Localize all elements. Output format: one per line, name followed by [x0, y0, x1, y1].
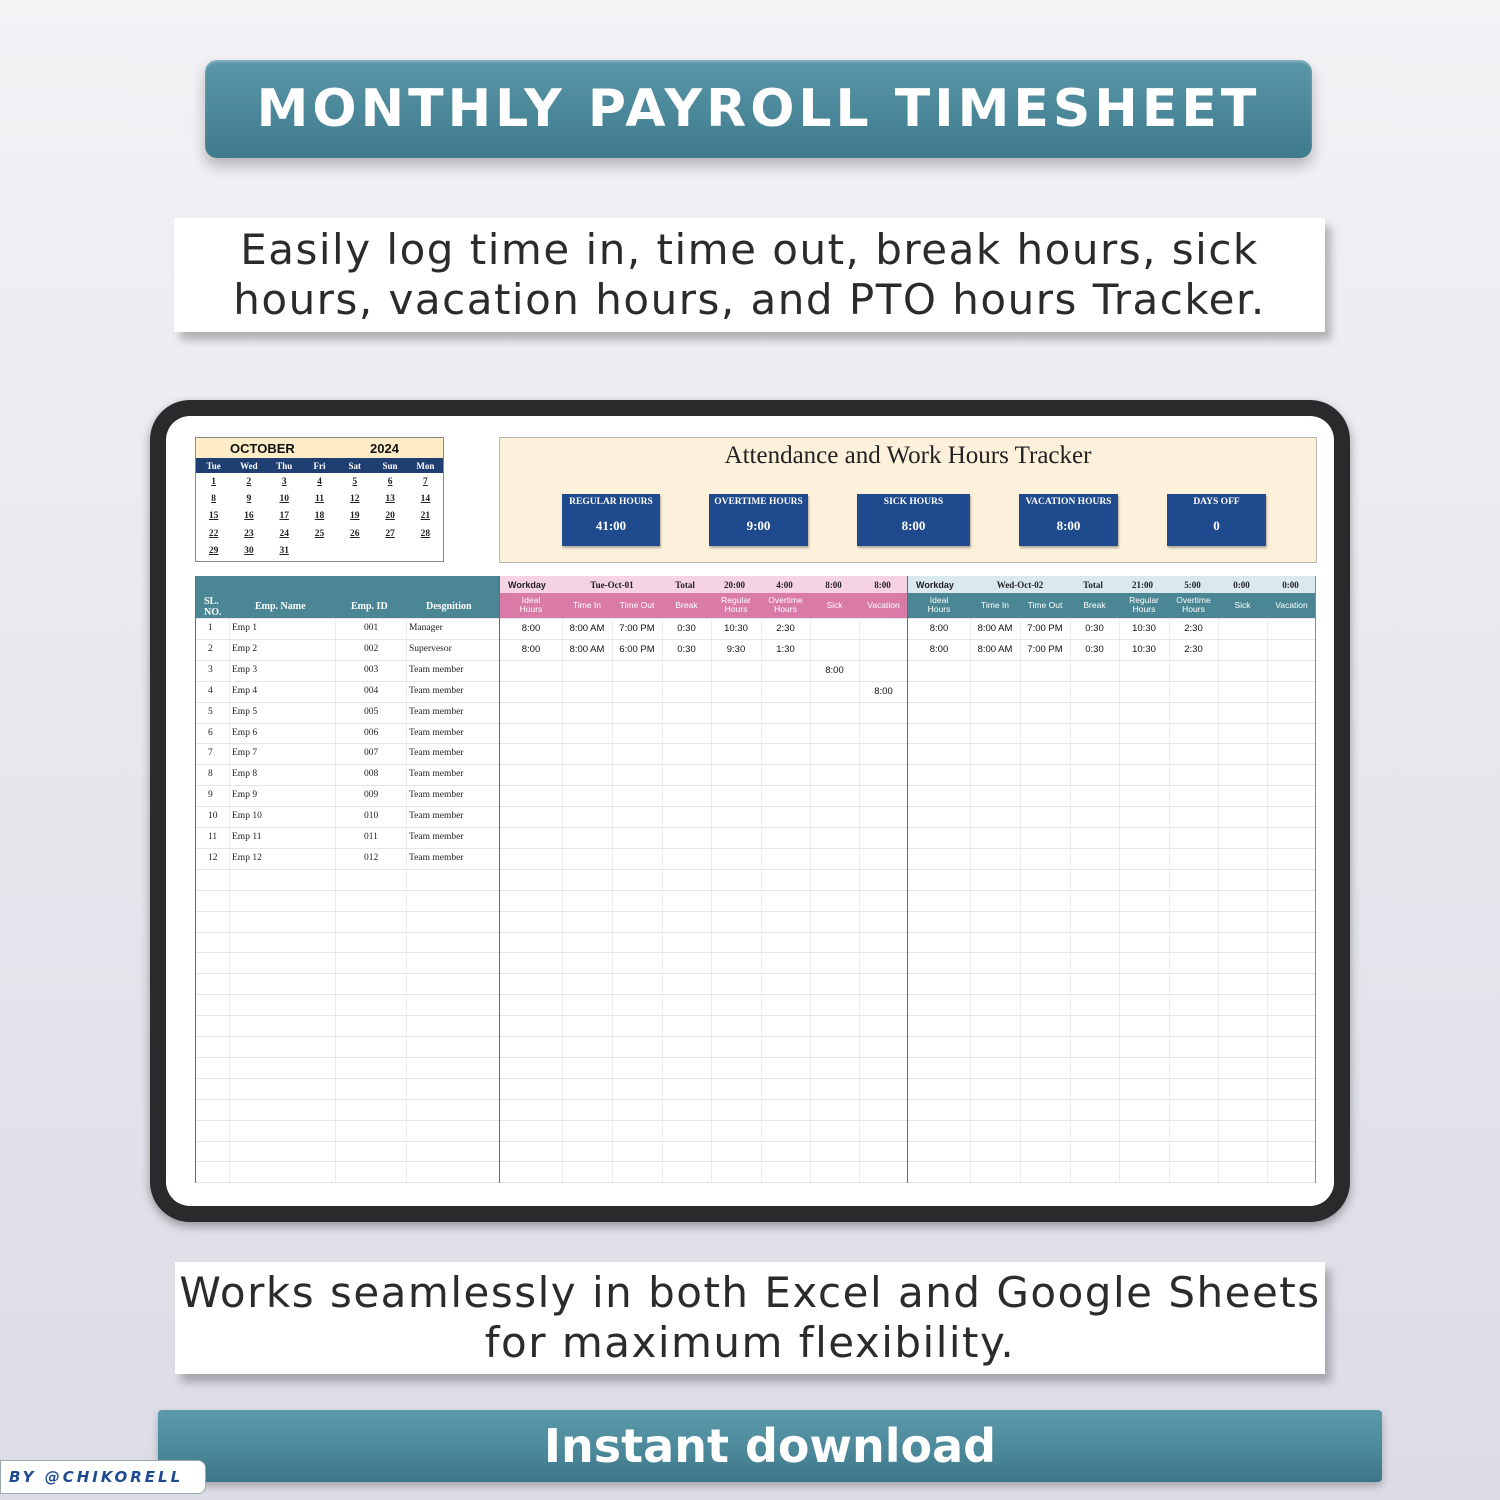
employee-id: 002: [364, 643, 379, 654]
column-header: [612, 601, 662, 610]
time-cell[interactable]: 7:00 PM: [1027, 643, 1063, 655]
header-emp-id: Emp. ID: [351, 601, 388, 612]
author-credit: BY @CHIKORELL: [0, 1460, 206, 1494]
employee-name: Emp 1: [232, 623, 258, 633]
stat-value: 41:00: [595, 518, 627, 533]
stat-sick-hours: [857, 494, 970, 546]
calendar-date[interactable]: 18: [314, 511, 325, 522]
employee-id: 001: [364, 623, 379, 633]
time-cell[interactable]: 2:30: [1184, 623, 1203, 634]
employee-id: 012: [364, 852, 379, 863]
employee-designation: Team member: [409, 664, 464, 675]
calendar-date[interactable]: 1: [211, 476, 217, 487]
grid-column-line: [406, 618, 407, 1183]
time-cell[interactable]: 8:00 AM: [569, 623, 605, 634]
column-header-line: Regular: [721, 595, 751, 605]
day-total: 21:00: [1132, 580, 1153, 590]
column-header-line: Hours: [927, 603, 951, 614]
timesheet-grid: [195, 576, 1317, 1183]
time-cell[interactable]: 2:30: [776, 623, 795, 634]
employee-id: 011: [364, 832, 378, 842]
employee-sl: 6: [208, 727, 213, 738]
calendar-date[interactable]: 8: [211, 494, 217, 505]
header-sl-no: NO.: [204, 607, 222, 618]
calendar-date[interactable]: 5: [352, 476, 358, 487]
employee-name: Emp 12: [232, 852, 262, 863]
total-label: Total: [675, 580, 695, 590]
day-header: [500, 576, 907, 593]
calendar-date[interactable]: 29: [208, 546, 219, 557]
employee-id: 003: [364, 664, 379, 675]
grid-column-line: [859, 618, 860, 1183]
time-cell[interactable]: 0:30: [1085, 623, 1104, 634]
employee-sl: 11: [208, 832, 218, 842]
calendar-date[interactable]: 10: [279, 494, 289, 505]
time-cell[interactable]: 0:30: [1085, 643, 1104, 655]
time-cell[interactable]: 8:00: [929, 623, 949, 634]
employee-designation: Supervesor: [409, 643, 452, 654]
day-header: [908, 576, 1315, 593]
tracker-title: Attendance and Work Hours Tracker: [724, 442, 1092, 469]
time-cell[interactable]: 0:30: [677, 643, 696, 655]
compatibility-caption: [175, 1262, 1325, 1374]
calendar-date[interactable]: 30: [244, 546, 254, 557]
calendar-date[interactable]: 16: [244, 511, 254, 522]
stat-value: 0: [1213, 518, 1220, 533]
stat-value: 8:00: [901, 518, 926, 533]
day-total: 0:00: [1233, 580, 1250, 590]
calendar-date[interactable]: 27: [385, 528, 395, 539]
stat-regular-hours: [562, 494, 660, 546]
employee-name: Emp 3: [232, 664, 258, 675]
header-sl: SL.: [204, 596, 219, 607]
total-label: Total: [1083, 580, 1103, 590]
day-total: 4:00: [776, 580, 793, 590]
grid-column-line: [1169, 618, 1170, 1183]
employee-sl: 8: [208, 769, 213, 780]
calendar-date[interactable]: 28: [420, 528, 431, 539]
employee-name: Emp 8: [232, 769, 258, 780]
download-label: Instant download: [543, 1419, 997, 1473]
calendar-weekday: Wed: [240, 460, 258, 471]
time-cell[interactable]: 10:30: [724, 623, 748, 634]
employee-designation: Team member: [409, 811, 464, 822]
time-cell[interactable]: 10:30: [1132, 623, 1156, 634]
grid-column-line: [612, 618, 613, 1183]
column-header: [761, 596, 810, 614]
column-header-line: Ideal: [521, 595, 541, 605]
calendar-date[interactable]: 19: [350, 511, 360, 522]
column-header: [1070, 601, 1119, 610]
column-header: [810, 601, 859, 610]
spreadsheet-screen: [166, 416, 1334, 1206]
calendar-weekday: Mon: [416, 460, 435, 471]
calendar-date[interactable]: 25: [314, 528, 325, 539]
page-title: MONTHLY PAYROLL TIMESHEET: [256, 79, 1261, 139]
employee-name: Emp 2: [232, 643, 258, 654]
employee-name: Emp 5: [232, 706, 258, 717]
tablet-frame: [150, 400, 1350, 1222]
stat-overtime-hours: [709, 494, 808, 546]
grid-column-line: [195, 576, 196, 1183]
employee-sl: 1: [208, 623, 213, 633]
time-cell[interactable]: 8:00: [521, 643, 541, 655]
grid-column-line: [970, 618, 971, 1183]
grid-column-line: [1267, 618, 1268, 1183]
employee-designation: Team member: [409, 748, 464, 759]
time-cell[interactable]: 8:00: [874, 685, 893, 697]
column-header: [1267, 601, 1316, 610]
employee-name: Emp 6: [232, 727, 258, 738]
grid-column-line: [1070, 618, 1071, 1183]
column-header: [1218, 601, 1267, 610]
column-header: [711, 596, 761, 614]
calendar-date[interactable]: 21: [420, 511, 431, 522]
calendar-date[interactable]: 12: [350, 494, 360, 505]
employee-name: Emp 11: [232, 832, 262, 842]
employee-sl: 5: [208, 706, 213, 717]
column-header-line: Vacation: [867, 600, 900, 610]
employee-sl: 4: [208, 685, 213, 696]
time-cell[interactable]: 9:30: [726, 643, 746, 655]
column-header-line: Time Out: [1027, 600, 1063, 610]
calendar-dates: [196, 473, 443, 560]
time-cell[interactable]: 7:00 PM: [619, 623, 655, 634]
stat-label: OVERTIME HOURS: [714, 497, 803, 507]
calendar-date[interactable]: 24: [279, 528, 289, 539]
calendar-date[interactable]: 15: [208, 511, 219, 522]
column-header-line: Overtime: [768, 595, 803, 605]
month-calendar: [195, 437, 444, 562]
employee-designation: Team member: [409, 832, 464, 842]
calendar-date[interactable]: 20: [385, 511, 395, 522]
employee-designation: Manager: [409, 623, 443, 633]
time-cell[interactable]: 2:30: [1184, 643, 1203, 655]
time-cell[interactable]: 8:00 AM: [569, 643, 605, 655]
column-header-line: Sick: [1234, 600, 1251, 610]
calendar-date[interactable]: 17: [279, 511, 289, 522]
grid-column-line: [335, 618, 336, 1183]
employee-name: Emp 4: [232, 685, 258, 696]
calendar-date[interactable]: 4: [317, 476, 322, 487]
time-cell[interactable]: 1:30: [776, 643, 795, 655]
grid-column-line: [1119, 618, 1120, 1183]
time-cell[interactable]: 10:30: [1132, 643, 1156, 655]
time-cell[interactable]: 8:00: [521, 623, 541, 634]
summary-panel: [499, 437, 1317, 563]
calendar-date[interactable]: 3: [281, 476, 287, 487]
column-header-line: Time In: [980, 600, 1010, 610]
stat-label: SICK HOURS: [883, 497, 944, 507]
day-date: Tue-Oct-01: [590, 580, 634, 590]
time-cell[interactable]: 8:00: [825, 664, 844, 676]
employee-sl: 9: [208, 790, 213, 801]
column-header: [970, 601, 1020, 610]
title-banner: [205, 60, 1312, 158]
column-header-line: Hours: [519, 603, 543, 614]
employee-id: 009: [364, 790, 379, 801]
day-block: [907, 576, 1315, 1183]
calendar-date[interactable]: 2: [246, 476, 252, 487]
header-designation: Desgnition: [426, 601, 472, 612]
day-total: 20:00: [724, 580, 745, 590]
stat-value: 8:00: [1056, 518, 1081, 533]
stat-label: VACATION HOURS: [1025, 497, 1112, 507]
column-header-line: Hours: [774, 603, 797, 614]
stat-days-off: [1167, 494, 1266, 546]
employee-id: 006: [364, 727, 379, 738]
employee-header: [195, 576, 500, 618]
employee-id: 008: [364, 769, 379, 780]
employee-sl: 7: [208, 748, 213, 759]
time-cell[interactable]: 6:00 PM: [619, 643, 655, 655]
calendar-weekdays: [196, 458, 443, 473]
calendar-date[interactable]: 22: [208, 528, 219, 539]
feature-caption: [174, 218, 1325, 332]
grid-column-line: [1218, 618, 1219, 1183]
column-header-line: Break: [1083, 600, 1106, 610]
time-cell[interactable]: 7:00 PM: [1027, 623, 1063, 634]
instant-download-button[interactable]: [158, 1410, 1382, 1482]
calendar-date[interactable]: 7: [422, 476, 428, 487]
day-date: Wed-Oct-02: [996, 580, 1044, 590]
column-header-line: Time In: [572, 600, 602, 610]
calendar-date[interactable]: 31: [279, 546, 289, 557]
column-header-line: Overtime: [1176, 595, 1211, 605]
employee-id: 005: [364, 706, 379, 717]
caption-line: hours, vacation hours, and PTO hours Tracker.: [233, 275, 1266, 324]
column-header-line: Break: [675, 600, 698, 610]
column-header: [562, 601, 612, 610]
calendar-weekday: Tue: [206, 460, 221, 471]
time-cell[interactable]: 0:30: [677, 623, 696, 634]
calendar-date[interactable]: 6: [387, 476, 393, 487]
employee-id: 010: [364, 811, 379, 822]
grid-column-line: [562, 618, 563, 1183]
employee-id: 007: [364, 748, 379, 759]
column-header: [500, 596, 562, 614]
workday-label: Workday: [508, 580, 546, 590]
caption-line: Easily log time in, time out, break hours, sick: [240, 224, 1259, 274]
employee-sl: 3: [208, 664, 213, 675]
grid-column-line: [761, 618, 762, 1183]
time-cell[interactable]: 8:00 AM: [977, 643, 1013, 655]
grid-column-line: [1315, 576, 1316, 1183]
column-header: [1169, 596, 1218, 614]
column-header-line: Hours: [724, 603, 748, 614]
stat-label: DAYS OFF: [1193, 497, 1240, 507]
time-cell[interactable]: 8:00 AM: [977, 623, 1013, 634]
day-total: 8:00: [874, 580, 891, 590]
calendar-weekday: Thu: [276, 460, 293, 471]
column-header-line: Vacation: [1275, 600, 1308, 610]
employee-designation: Team member: [409, 852, 464, 863]
calendar-header: [196, 438, 443, 458]
column-header-line: Hours: [1182, 603, 1205, 614]
column-header-line: Regular: [1129, 595, 1159, 605]
column-header: [859, 601, 908, 610]
grid-column-line: [711, 618, 712, 1183]
employee-name: Emp 9: [232, 790, 258, 801]
time-cell[interactable]: 8:00: [929, 643, 949, 655]
calendar-weekday: Sun: [382, 460, 398, 471]
employee-designation: Team member: [409, 769, 464, 780]
calendar-date[interactable]: 14: [420, 494, 431, 505]
stat-value: 9:00: [746, 518, 771, 533]
stat-vacation-hours: [1019, 494, 1118, 546]
employee-name: Emp 7: [232, 748, 258, 759]
grid-column-line: [810, 618, 811, 1183]
header-emp-name: Emp. Name: [255, 601, 306, 612]
column-header: [662, 601, 711, 610]
column-header: [1119, 596, 1169, 614]
column-header: [1020, 601, 1070, 610]
column-header: [908, 596, 970, 614]
calendar-month: OCTOBER: [230, 440, 295, 456]
employee-sl: 12: [208, 852, 218, 863]
employee-designation: Team member: [409, 706, 464, 717]
grid-column-line: [229, 618, 230, 1183]
day-total: 5:00: [1184, 580, 1201, 590]
stat-label: REGULAR HOURS: [569, 497, 653, 507]
calendar-date[interactable]: 23: [244, 528, 254, 539]
day-total: 0:00: [1282, 580, 1299, 590]
column-header-line: Time Out: [619, 600, 655, 610]
day-total: 8:00: [825, 580, 842, 590]
employee-designation: Team member: [409, 727, 464, 738]
employee-sl: 2: [208, 643, 213, 654]
employee-name: Emp 10: [232, 811, 262, 822]
column-header-line: Hours: [1132, 603, 1156, 614]
day-subheader: [500, 593, 908, 618]
employee-sl: 10: [208, 811, 218, 822]
calendar-weekday: Fri: [313, 460, 326, 471]
employee-id: 004: [364, 685, 379, 696]
calendar-year: 2024: [370, 440, 399, 456]
calendar-date[interactable]: 9: [246, 494, 252, 505]
calendar-date[interactable]: 13: [385, 494, 395, 505]
grid-column-line: [1020, 618, 1021, 1183]
caption-line: Works seamlessly in both Excel and Google Sheets: [179, 1267, 1321, 1317]
day-block: [499, 576, 907, 1183]
calendar-date[interactable]: 11: [315, 494, 324, 505]
employee-designation: Team member: [409, 790, 464, 801]
day-subheader: [908, 593, 1316, 618]
employee-designation: Team member: [409, 685, 464, 696]
calendar-date[interactable]: 26: [350, 528, 360, 539]
column-header-line: Sick: [826, 600, 843, 610]
grid-column-line: [662, 618, 663, 1183]
workday-label: Workday: [916, 580, 954, 590]
column-header-line: Ideal: [929, 595, 949, 605]
calendar-weekday: Sat: [348, 460, 362, 471]
caption-line: for maximum flexibility.: [484, 1318, 1016, 1367]
